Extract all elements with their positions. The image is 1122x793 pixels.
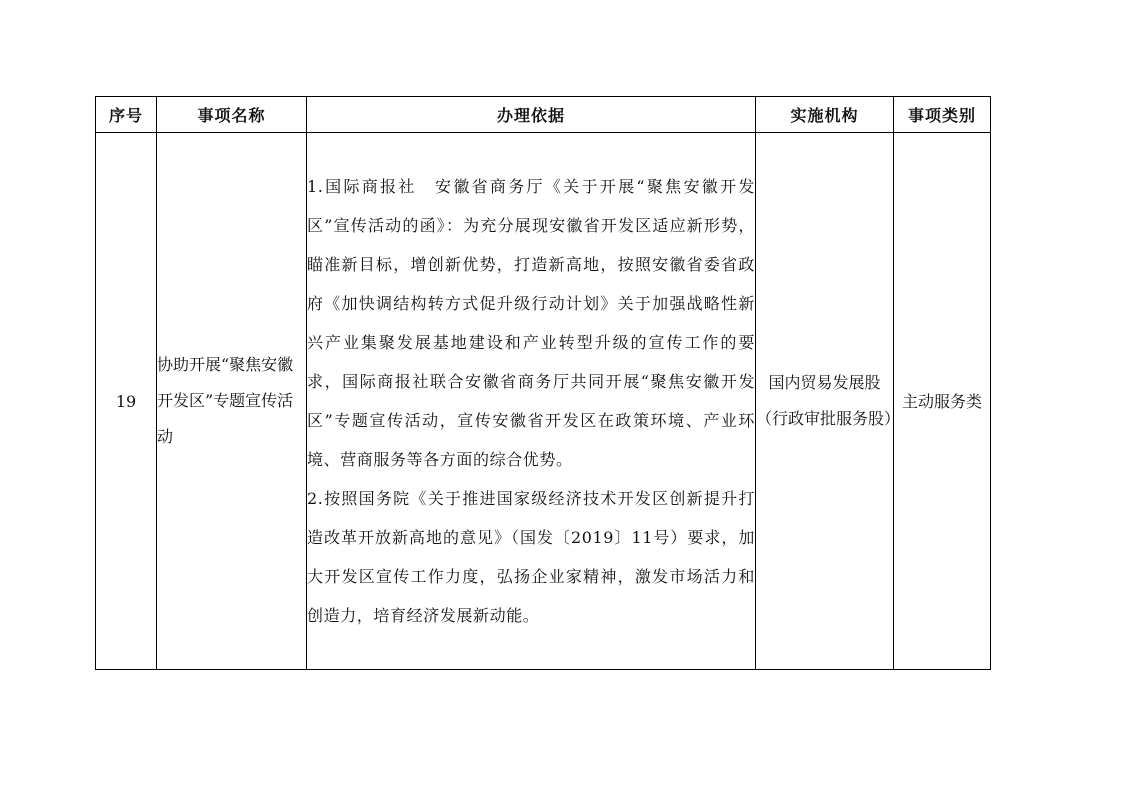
row-basis: [307, 133, 756, 670]
row-category: 主动服务类: [894, 133, 991, 670]
row-number: 19: [96, 133, 157, 670]
basis-paragraph-2: 2.按照国务院《关于推进国家级经济技术开发区创新提升打造改革开放新高地的意见》（国发〔2019〕11号）要求，加大开发区宣传工作力度，弘扬企业家精神，激发市场活力和创造力，培育经济发展新动能。: [307, 489, 755, 625]
basis-paragraph-1: 1.国际商报社 安徽省商务厅《关于开展“聚焦安徽开发区”宣传活动的函》：为充分展现安徽省开发区适应新形势，瞄准新目标，增创新优势，打造新高地，按照安徽省委省政府《加快调结构转方式促升级行动计划》关于加强战略性新兴产业集聚发展基地建设和产业转型升级的宣传工作的要求，国际商报社联合安徽省商务厅共同开展“聚焦安徽开发区”专题宣传活动，宣传安徽省开发区在政策环境、产业环境、营商服务等各方面的综合优势。: [307, 177, 755, 469]
header-category: 事项类别: [894, 97, 991, 133]
table-body: [96, 133, 991, 670]
header-organization: 实施机构: [756, 97, 894, 133]
header-name: 事项名称: [157, 97, 307, 133]
table-row: [96, 133, 991, 670]
row-matter-name: 协助开展“聚焦安徽开发区”专题宣传活动: [157, 133, 307, 670]
header-row: [96, 97, 991, 133]
matters-table: [95, 96, 991, 670]
table-header: [96, 97, 991, 133]
header-number: 序号: [96, 97, 157, 133]
row-organization: 国内贸易发展股（行政审批服务股）: [756, 133, 894, 670]
header-basis: 办理依据: [307, 97, 756, 133]
